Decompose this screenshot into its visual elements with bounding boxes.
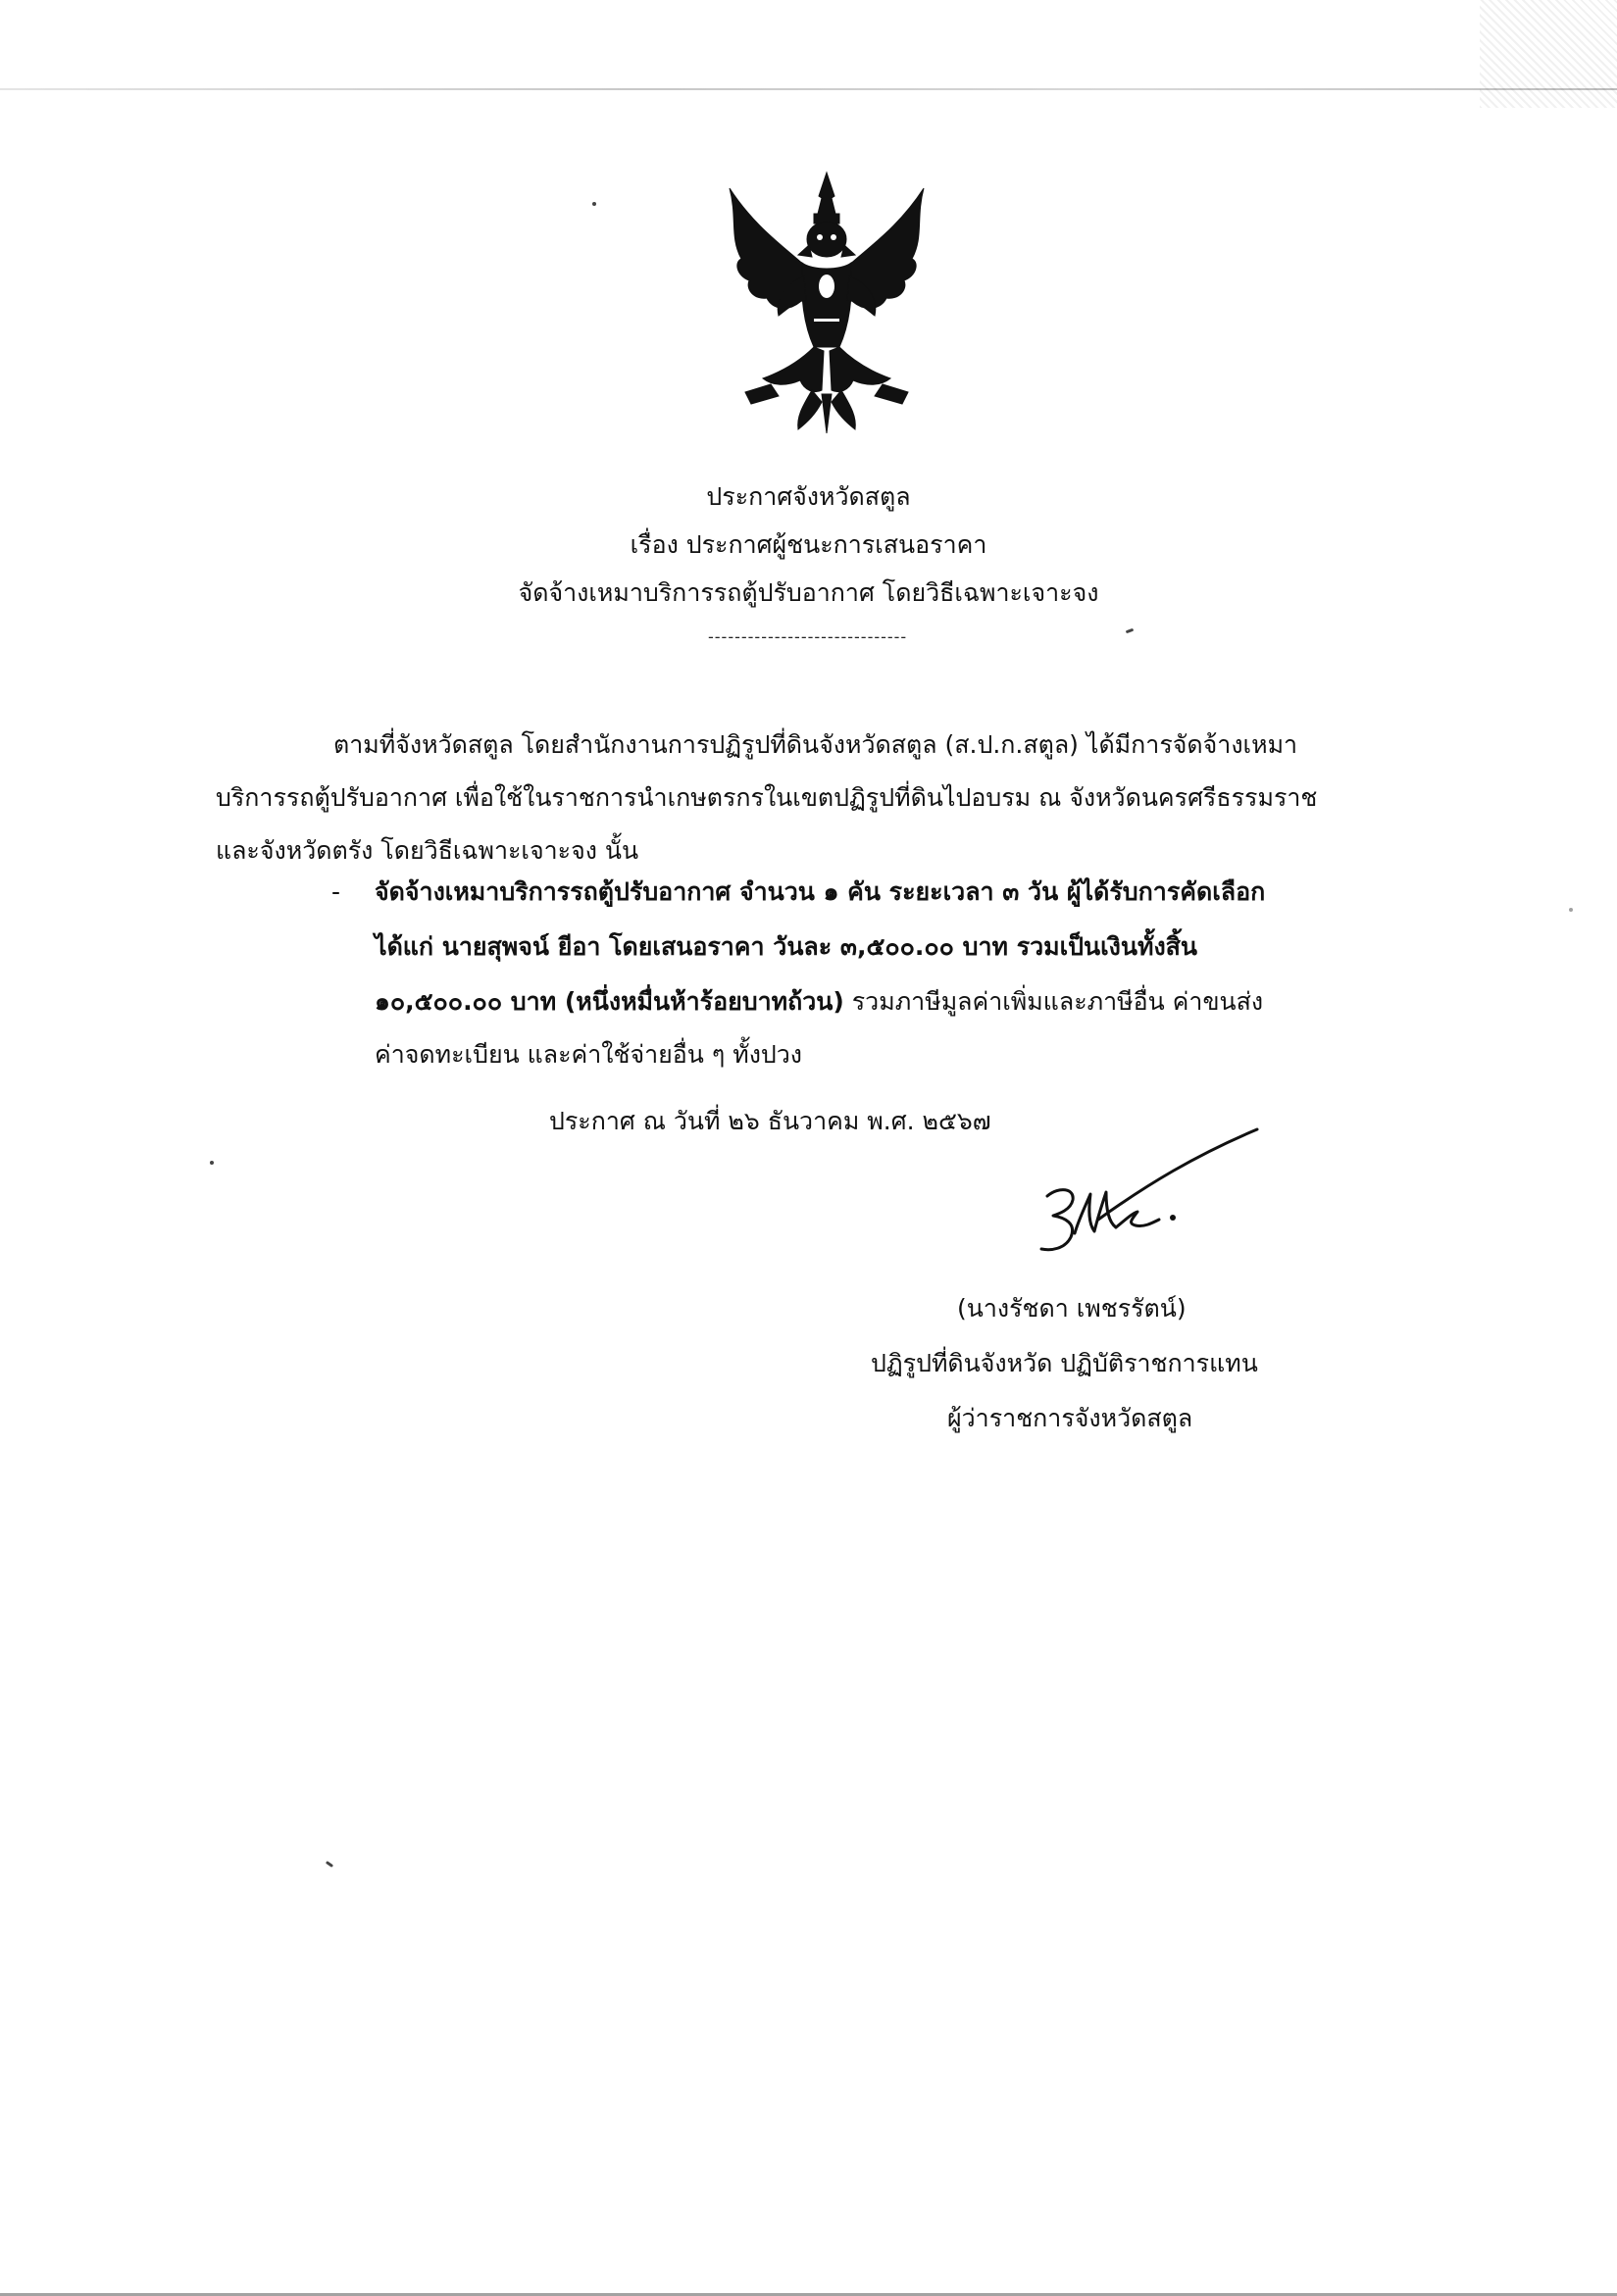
list-item-line-2: ได้แก่ นายสุพจน์ ยีอา โดยเสนอราคา วันละ ๓,๕๐๐.๐๐ บาท รวมเป็นเงินทั้งสิ้น: [375, 932, 1198, 961]
handwritten-signature: [1030, 1125, 1265, 1292]
scan-dot: [326, 1861, 333, 1868]
body-paragraph-line-2: บริการรถตู้ปรับอากาศ เพื่อใช้ในราชการนำเกษตรกรในเขตปฏิรูปที่ดินไปอบรม ณ จังหวัดนครศรีธรรมราช: [216, 783, 1318, 812]
scan-speckle: [1480, 0, 1617, 108]
body-paragraph-line-3: และจังหวัดตรัง โดยวิธีเฉพาะเจาะจง นั้น: [216, 836, 639, 865]
signatory-name: (นางรัชดา เพชรรัตน์): [957, 1294, 1187, 1323]
signatory-position-governor: ผู้ว่าราชการจังหวัดสตูล: [947, 1404, 1193, 1432]
garuda-emblem-icon: [716, 169, 937, 435]
scan-dot: [592, 202, 596, 206]
scan-dot: [210, 1161, 214, 1165]
announcement-subject-detail: จัดจ้างเหมาบริการรถตู้ปรับอากาศ โดยวิธีเฉพาะเจาะจง: [518, 578, 1099, 607]
list-item-line-3-bold: ๑๐,๕๐๐.๐๐ บาท (หนึ่งหมื่นห้าร้อยบาทถ้วน): [375, 987, 844, 1016]
list-item-line-1: จัดจ้างเหมาบริการรถตู้ปรับอากาศ จำนวน ๑ คัน ระยะเวลา ๓ วัน ผู้ได้รับการคัดเลือก: [375, 877, 1266, 906]
list-item-line-4: ค่าจดทะเบียน และค่าใช้จ่ายอื่น ๆ ทั้งปวง: [375, 1040, 803, 1069]
signatory-position: ปฏิรูปที่ดินจังหวัด ปฏิบัติราชการแทน: [871, 1349, 1258, 1377]
list-bullet-dash: -: [331, 877, 341, 906]
header-separator: ------------------------------: [708, 627, 908, 646]
body-paragraph-line-1: ตามที่จังหวัดสตูล โดยสำนักงานการปฏิรูปที่ดินจังหวัดสตูล (ส.ป.ก.สตูล) ได้มีการจัดจ้างเหมา: [333, 730, 1298, 759]
scan-dot: [1569, 908, 1573, 912]
scan-dot: [1126, 628, 1135, 634]
announcement-subject: เรื่อง ประกาศผู้ชนะการเสนอราคา: [630, 530, 987, 559]
list-item-line-3: [375, 976, 1263, 1027]
list-item-line-3-normal: รวมภาษีมูลค่าเพิ่มและภาษีอื่น ค่าขนส่ง: [843, 987, 1264, 1016]
announcement-title: ประกาศจังหวัดสตูล: [706, 482, 911, 511]
scan-edge-top: [0, 88, 1617, 90]
announcement-date: ประกาศ ณ วันที่ ๒๖ ธันวาคม พ.ศ. ๒๕๖๗: [549, 1107, 991, 1135]
